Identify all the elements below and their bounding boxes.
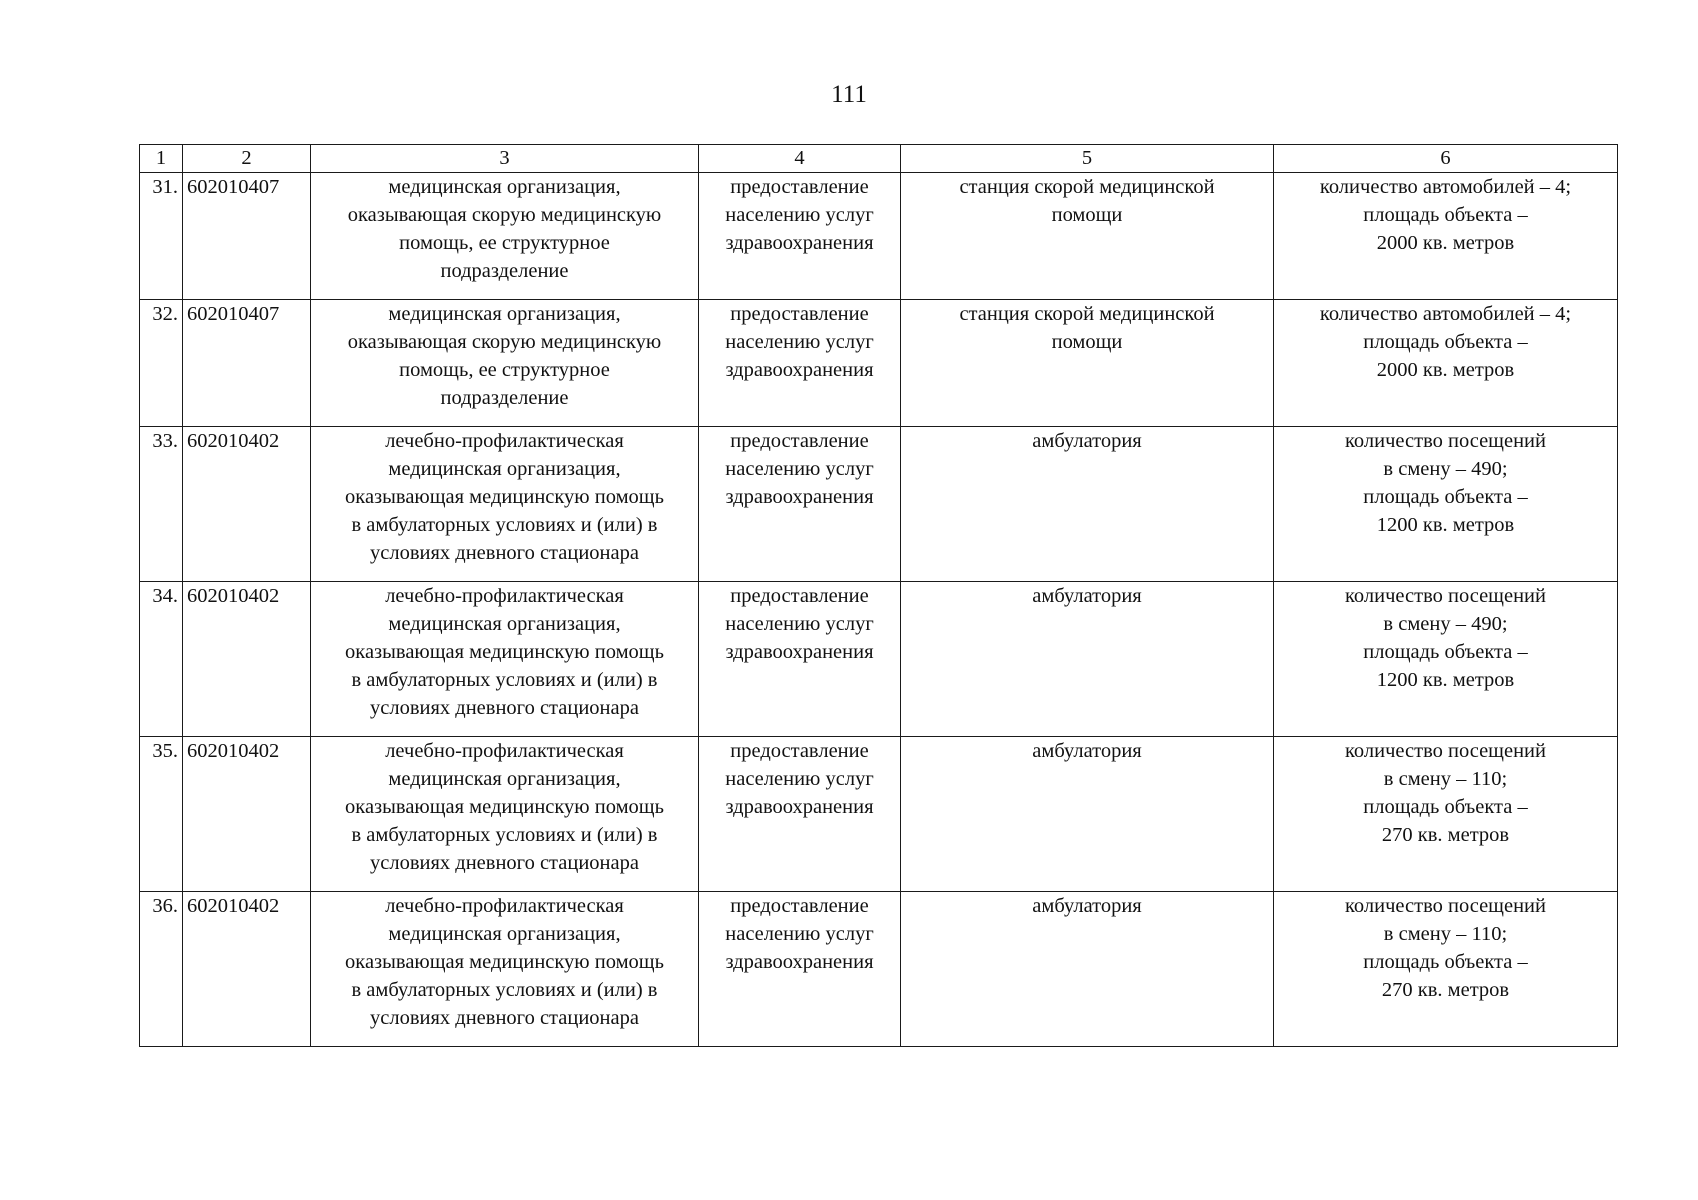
objects-table [139,144,1618,1047]
object-purpose-line: предоставление [730,176,869,198]
object-type-line: лечебно-профилактическая [385,895,624,917]
object-params-line: количество посещений [1345,430,1546,452]
object-type-line: медицинская организация, [388,303,621,325]
object-type-line: оказывающая медицинскую помощь [345,641,664,663]
row-number: 31. [140,173,183,300]
object-params-line: количество посещений [1345,895,1546,917]
object-name [901,582,1274,737]
row-number: 35. [140,737,183,892]
object-purpose-line: здравоохранения [725,232,874,254]
object-purpose [699,737,901,892]
object-name-line: помощи [1051,331,1123,353]
object-type [311,737,699,892]
object-type-line: оказывающая скорую медицинскую [347,331,662,353]
object-params-line: площадь объекта – [1363,796,1528,818]
object-name-line: станция скорой медицинской [959,176,1215,198]
object-code: 602010402 [183,582,311,737]
object-name-line: помощи [1051,204,1123,226]
object-type-line: медицинская организация, [388,176,621,198]
object-params-line: 2000 кв. метров [1376,232,1515,254]
table-header-row [140,145,1618,173]
object-purpose [699,427,901,582]
header-col-5: 5 [901,145,1274,173]
table-row [140,582,1618,737]
object-type-line: условиях дневного стационара [370,852,639,874]
object-purpose-line: здравоохранения [725,359,874,381]
object-purpose-line: населению услуг [725,923,874,945]
object-code: 602010402 [183,427,311,582]
table-row [140,427,1618,582]
header-col-1: 1 [140,145,183,173]
object-params-line: площадь объекта – [1363,331,1528,353]
object-code: 602010402 [183,892,311,1047]
object-purpose [699,892,901,1047]
object-type-line: условиях дневного стационара [370,542,639,564]
object-params [1274,737,1618,892]
row-number: 33. [140,427,183,582]
object-params-line: 270 кв. метров [1381,824,1510,846]
object-params [1274,582,1618,737]
row-number: 32. [140,300,183,427]
object-purpose-line: населению услуг [725,768,874,790]
object-code: 602010407 [183,173,311,300]
object-purpose-line: населению услуг [725,331,874,353]
object-params-line: 1200 кв. метров [1376,669,1515,691]
object-params [1274,892,1618,1047]
object-type-line: оказывающая скорую медицинскую [347,204,662,226]
table-row [140,173,1618,300]
header-col-3: 3 [311,145,699,173]
object-params-line: в смену – 110; [1383,768,1508,790]
object-type-line: медицинская организация, [388,613,621,635]
object-params-line: количество автомобилей – 4; [1319,176,1572,198]
object-name-line: амбулатория [1032,430,1142,452]
object-params-line: в смену – 110; [1383,923,1508,945]
header-col-6: 6 [1274,145,1618,173]
object-params-line: количество посещений [1345,585,1546,607]
table-row [140,892,1618,1047]
object-code: 602010407 [183,300,311,427]
header-col-4: 4 [699,145,901,173]
object-params-line: в смену – 490; [1383,613,1508,635]
object-params-line: площадь объекта – [1363,204,1528,226]
object-type-line: условиях дневного стационара [370,1007,639,1029]
object-name [901,737,1274,892]
object-purpose [699,582,901,737]
object-type [311,300,699,427]
object-type-line: в амбулаторных условиях и (или) в [351,979,658,1001]
object-params-line: 2000 кв. метров [1376,359,1515,381]
object-purpose-line: предоставление [730,895,869,917]
object-type-line: медицинская организация, [388,768,621,790]
object-type-line: оказывающая медицинскую помощь [345,486,664,508]
object-params-line: количество автомобилей – 4; [1319,303,1572,325]
object-params-line: в смену – 490; [1383,458,1508,480]
object-params [1274,300,1618,427]
object-purpose-line: предоставление [730,585,869,607]
object-params-line: площадь объекта – [1363,486,1528,508]
object-params-line: количество посещений [1345,740,1546,762]
object-purpose-line: населению услуг [725,613,874,635]
object-purpose-line: здравоохранения [725,486,874,508]
object-purpose-line: здравоохранения [725,796,874,818]
object-name [901,892,1274,1047]
object-type-line: медицинская организация, [388,458,621,480]
object-type-line: помощь, ее структурное [399,232,610,254]
object-type-line: лечебно-профилактическая [385,585,624,607]
object-type-line: подразделение [440,260,569,282]
object-params [1274,173,1618,300]
object-purpose-line: населению услуг [725,458,874,480]
row-number: 34. [140,582,183,737]
object-params-line: площадь объекта – [1363,641,1528,663]
object-type-line: оказывающая медицинскую помощь [345,951,664,973]
object-params-line: 1200 кв. метров [1376,514,1515,536]
object-purpose-line: предоставление [730,430,869,452]
page-number: 111 [831,81,867,108]
object-purpose [699,173,901,300]
object-name [901,300,1274,427]
object-type-line: лечебно-профилактическая [385,430,624,452]
object-purpose-line: предоставление [730,740,869,762]
object-params-line: 270 кв. метров [1381,979,1510,1001]
row-number: 36. [140,892,183,1047]
object-type-line: лечебно-профилактическая [385,740,624,762]
object-purpose-line: здравоохранения [725,641,874,663]
object-type [311,582,699,737]
object-type-line: медицинская организация, [388,923,621,945]
object-type-line: условиях дневного стационара [370,697,639,719]
object-type-line: в амбулаторных условиях и (или) в [351,514,658,536]
object-name [901,427,1274,582]
object-type-line: в амбулаторных условиях и (или) в [351,669,658,691]
object-name-line: амбулатория [1032,585,1142,607]
object-purpose-line: здравоохранения [725,951,874,973]
object-type [311,173,699,300]
object-name-line: амбулатория [1032,895,1142,917]
object-type [311,892,699,1047]
object-name [901,173,1274,300]
object-type-line: оказывающая медицинскую помощь [345,796,664,818]
object-purpose [699,300,901,427]
table-row [140,737,1618,892]
object-name-line: станция скорой медицинской [959,303,1215,325]
object-code: 602010402 [183,737,311,892]
object-name-line: амбулатория [1032,740,1142,762]
object-type-line: в амбулаторных условиях и (или) в [351,824,658,846]
header-col-2: 2 [183,145,311,173]
table-row [140,300,1618,427]
object-params [1274,427,1618,582]
object-purpose-line: предоставление [730,303,869,325]
object-type-line: помощь, ее структурное [399,359,610,381]
object-type [311,427,699,582]
object-params-line: площадь объекта – [1363,951,1528,973]
object-purpose-line: населению услуг [725,204,874,226]
object-type-line: подразделение [440,387,569,409]
